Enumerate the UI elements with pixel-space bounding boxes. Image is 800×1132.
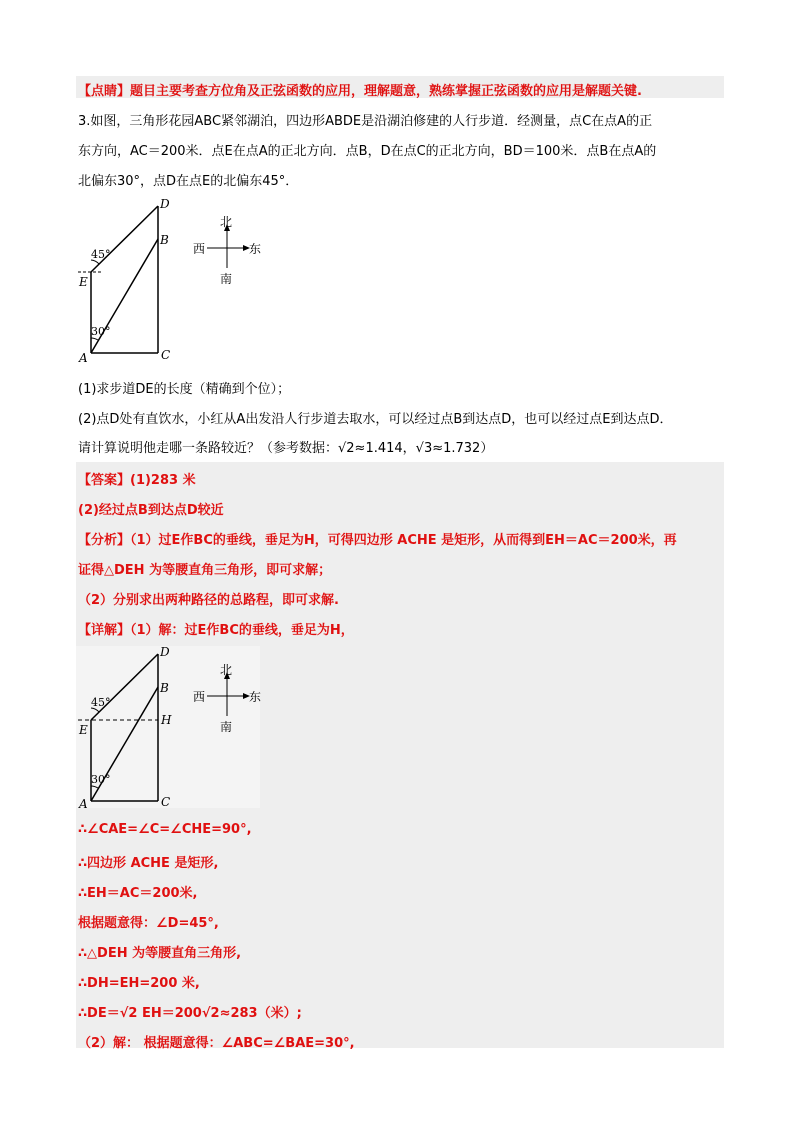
compass-south: 南 xyxy=(220,720,233,734)
analysis-3: （2）分别求出两种路径的总路程，即可求解. xyxy=(78,593,339,608)
analysis-2: 证得△DEH 为等腰直角三角形，即可求解； xyxy=(78,563,332,578)
step-1: ∴∠CAE=∠C=∠CHE=90°, xyxy=(78,822,252,837)
detail-heading: 【详解】（1）解：过E作BC的垂线，垂足为H， xyxy=(78,623,354,638)
angle-30-arc xyxy=(91,786,98,788)
dianjing-text: 【点睛】题目主要考查方位角及正弦函数的应用，理解题意，熟练掌握正弦函数的应用是解题关键. xyxy=(78,84,642,99)
step-3: ∴EH＝AC＝200米, xyxy=(78,886,198,901)
answer-1: 【答案】(1)283 米 xyxy=(78,473,196,488)
question-2a: (2)点D处有直饮水，小红从A出发沿人行步道去取水，可以经过点B到达点D，也可以经过点E到达点D． xyxy=(78,412,673,427)
step-6: ∴DH=EH=200 米, xyxy=(78,976,200,991)
compass-east: 东 xyxy=(249,690,262,704)
angle-30-label: 30° xyxy=(91,773,111,786)
angle-45-label: 45° xyxy=(91,696,111,709)
step-8: （2）解： 根据题意得：∠ABC=∠BAE=30°, xyxy=(78,1036,355,1051)
compass-north: 北 xyxy=(220,663,233,677)
label-B: B xyxy=(160,681,169,695)
step-5: ∴△DEH 为等腰直角三角形, xyxy=(78,946,242,961)
compass-west: 西 xyxy=(193,690,206,704)
problem-line-2: 东方向，AC＝200米．点E在点A的正北方向．点B，D在点C的正北方向，BD＝100米．点B在点A的 xyxy=(78,144,657,159)
label-H: H xyxy=(161,713,172,727)
answer-2: (2)经过点B到达点D较近 xyxy=(78,503,224,518)
compass-north: 北 xyxy=(220,215,233,229)
label-C: C xyxy=(161,795,171,809)
segment-ED xyxy=(91,654,158,720)
figure-1 xyxy=(76,196,276,366)
compass-west: 西 xyxy=(193,242,206,256)
question-1: (1)求步道DE的长度（精确到个位）； xyxy=(78,382,291,397)
label-D: D xyxy=(160,646,170,659)
problem-line-1: 3.如图，三角形花园ABC紧邻湖泊，四边形ABDE是沿湖泊修建的人行步道．经测量，点C在点A的正 xyxy=(78,114,653,129)
step-2: ∴四边形 ACHE 是矩形, xyxy=(78,856,219,871)
analysis-1: 【分析】（1）过E作BC的垂线，垂足为H，可得四边形 ACHE 是矩形，从而得到EH＝AC＝200米，再 xyxy=(78,533,677,548)
angle-30-arc xyxy=(91,338,98,340)
step-7: ∴DE＝√2 EH＝200√2≈283（米）; xyxy=(78,1006,302,1021)
question-2b: 请计算说明他走哪一条路较近？（参考数据：√2≈1.414，√3≈1.732） xyxy=(78,441,494,456)
label-D: D xyxy=(160,197,170,211)
compass-south: 南 xyxy=(220,272,233,286)
label-C: C xyxy=(161,348,171,362)
segment-ED xyxy=(91,206,158,272)
label-A: A xyxy=(79,797,88,811)
problem-line-3: 北偏东30°，点D在点E的北偏东45°． xyxy=(78,174,299,189)
compass-east: 东 xyxy=(249,242,262,256)
angle-30-label: 30° xyxy=(91,325,111,338)
label-A: A xyxy=(79,351,88,365)
label-E: E xyxy=(79,723,88,737)
figure-2 xyxy=(76,646,276,811)
angle-45-label: 45° xyxy=(91,248,111,261)
label-B: B xyxy=(160,233,169,247)
step-4: 根据题意得：∠D=45°, xyxy=(78,916,219,931)
label-E: E xyxy=(79,275,88,289)
